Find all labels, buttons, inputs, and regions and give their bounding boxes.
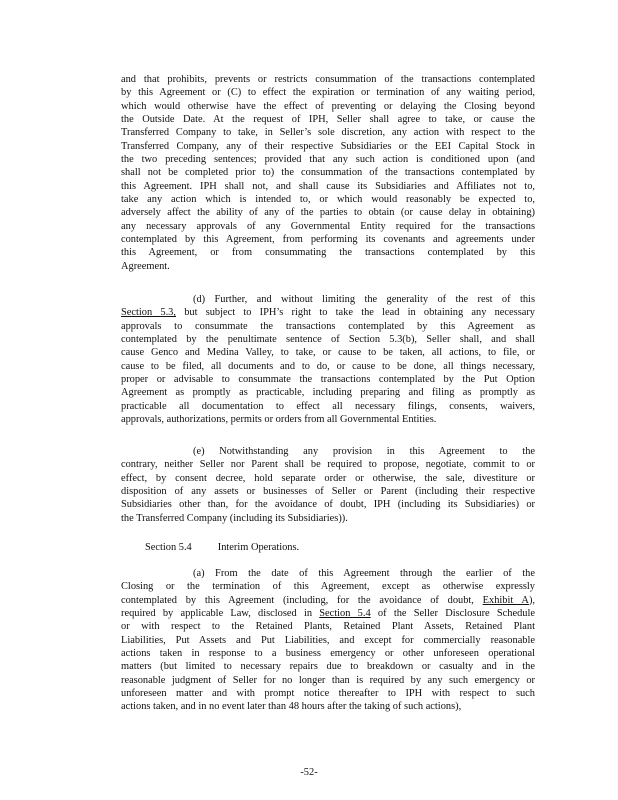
text-line: (e) Notwithstanding any provision in this Agreement to the: [193, 446, 535, 457]
text-line: Transferred Company to take, in Seller’s sole discretion, any action with respect to the: [121, 127, 535, 139]
paragraph-continued: [121, 73, 535, 273]
text-line: Agreement.: [121, 260, 170, 272]
text-line: adversely affect the ability of any of the parties to obtain (or cause delay in obtaining): [121, 207, 535, 219]
text-line: practicable all documentation to effect all necessary filings, consents, waivers,: [121, 400, 535, 412]
text-line: approvals to consummate the transactions contemplated by this Agreement as: [121, 320, 535, 332]
text-line: shall not be completed prior to) the consummation of the transactions contemplated by: [121, 167, 535, 179]
text-line: approvals, authorizations, permits or orders from all Governmental Entities.: [121, 414, 437, 426]
text-line: unforeseen matter and with prompt notice thereafter to IPH with respect to such: [121, 688, 535, 700]
paragraph-d: [121, 293, 535, 426]
section-number: Section 5.4: [145, 542, 192, 553]
text-line: the two preceding sentences; provided that any such action is conditioned upon (and: [121, 154, 535, 166]
text-line: disposition of any assets or businesses of Seller or Parent (including their respective: [121, 486, 535, 498]
text-line: contemplated by this Agreement (including, for the avoidance of doubt, Exhibit A),: [121, 594, 535, 606]
text-line: reasonable judgment of Seller for no longer than is required by any such emergency or: [121, 674, 535, 686]
text-line: which would otherwise have the effect of preventing or delaying the Closing beyond: [121, 100, 535, 112]
text-line: any necessary approvals of any Governmental Entity required for the transactions: [121, 220, 535, 232]
text-line: contemplated by the penultimate sentence of Section 5.3(b), Seller shall, and shall: [121, 334, 535, 346]
text-line: cause Genco and Medina Valley, to take, or cause to be taken, all actions, to file, or: [121, 347, 535, 359]
text-line: proper or advisable to consummate the transactions contemplated by the Put Option: [121, 374, 535, 386]
text-line: Transferred Company, any of their respective Subsidiaries or the EEI Capital Stock in: [121, 140, 535, 152]
text-line: (a) From the date of this Agreement through the earlier of the: [193, 568, 535, 579]
text-line: the Outside Date. At the request of IPH, Seller shall agree to take, or cause the: [121, 114, 535, 126]
text-line: take any action which is intended to, or which would reasonably be expected to,: [121, 194, 535, 206]
text-line: effect, by consent decree, hold separate order or otherwise, the sale, divestiture or: [121, 472, 535, 484]
text-line: the Transferred Company (including its Subsidiaries)).: [121, 512, 348, 524]
text-line: required by applicable Law, disclosed in Section 5.4 of the Seller Disclosure Schedule: [121, 608, 535, 620]
text-line: matters (but limited to necessary repairs due to breakdown or casualty and in the: [121, 661, 535, 673]
paragraph-e: [121, 445, 535, 525]
text-line: by this Agreement or (C) to effect the expiration or termination of any waiting period,: [121, 87, 535, 99]
text-line: contemplated by this Agreement, from performing its covenants and agreements under: [121, 234, 535, 246]
text-line: or with respect to the Retained Plants, Retained Plant Assets, Retained Plant: [121, 621, 535, 633]
text-line: and that prohibits, prevents or restricts consummation of the transactions contemplated: [121, 74, 535, 85]
text-line: Agreement as promptly as practicable, including preparing and filing as promptly as: [121, 387, 535, 399]
text-line: actions taken in response to a business emergency or other unforeseen operational: [121, 648, 535, 660]
text-line: contrary, neither Seller nor Parent shall be required to propose, negotiate, commit to or: [121, 459, 535, 471]
text-line: cause to be filed, all documents and to do, or cause to be done, all things necessary,: [121, 360, 535, 372]
text-line: Liabilities, Put Assets and Put Liabilities, and except for commercially reasonable: [121, 634, 535, 646]
text-line: Section 5.3, but subject to IPH’s right to take the lead in obtaining any necessary: [121, 307, 536, 319]
page-number: -52-: [300, 767, 318, 778]
text-line: this Agreement. IPH shall not, and shall cause its Subsidiaries and Affiliates not to,: [121, 180, 535, 192]
text-line: Subsidiaries other than, for the avoidance of doubt, IPH (including its Subsidiaries) or: [121, 499, 535, 511]
text-line: actions taken, and in no event later than 48 hours after the taking of such actions),: [121, 701, 462, 713]
text-line: (d) Further, and without limiting the generality of the rest of this: [193, 294, 535, 305]
section-heading: [145, 541, 325, 554]
text-line: this Agreement, or from consummating the transactions contemplated by this: [121, 247, 535, 259]
paragraph-a: [121, 567, 535, 714]
section-title: Interim Operations.: [217, 542, 300, 553]
text-line: Closing or the termination of this Agreement, except as otherwise expressly: [121, 581, 535, 593]
